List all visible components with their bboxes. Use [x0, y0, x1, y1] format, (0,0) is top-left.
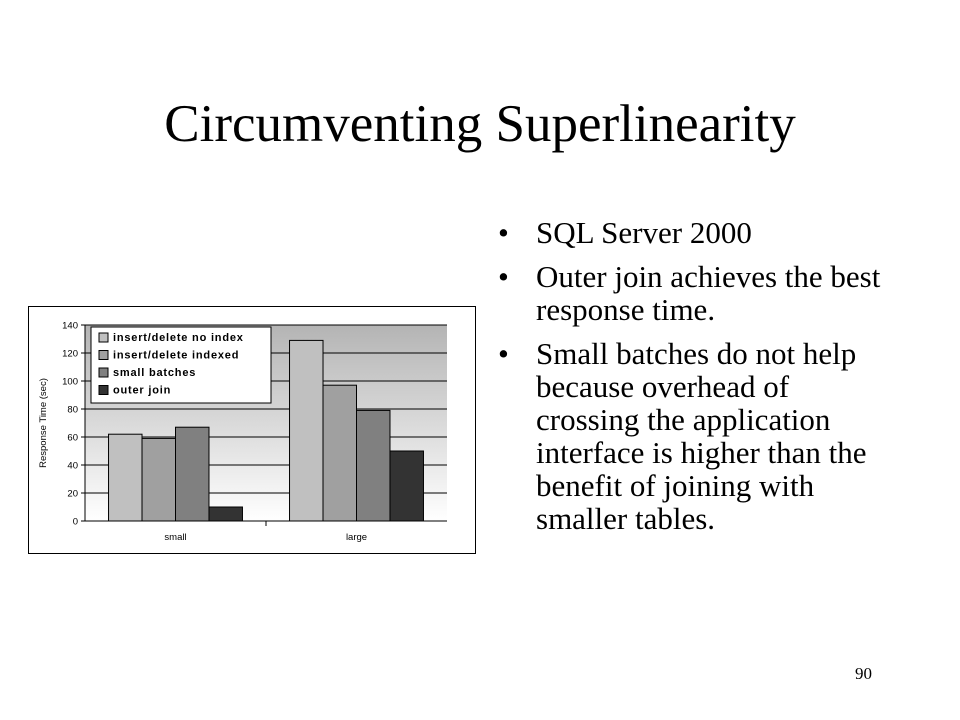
bar	[357, 410, 390, 521]
bullet-text: Small batches do not help because overhead of crossing the application interface is higher than the benefit of joining with smaller tables.	[536, 336, 867, 536]
page-number: 90	[855, 664, 872, 683]
bullet-symbol: •	[498, 215, 509, 250]
legend-label: outer join	[113, 384, 172, 397]
bar	[142, 438, 175, 521]
x-tick-label: large	[345, 532, 368, 543]
slide-title: Circumventing Superlinearity	[164, 95, 796, 153]
legend-label: insert/delete indexed	[113, 349, 240, 362]
bar	[290, 340, 323, 521]
bullet-symbol: •	[498, 259, 509, 294]
bar	[390, 451, 423, 521]
bar	[209, 507, 242, 521]
legend-swatch	[99, 368, 108, 377]
y-tick-label: 120	[62, 348, 78, 360]
bar	[109, 434, 142, 521]
y-tick-label: 20	[67, 488, 78, 500]
y-tick-label: 80	[67, 404, 78, 416]
y-tick-label: 140	[62, 320, 78, 332]
bullet-text: SQL Server 2000	[536, 215, 752, 250]
legend-label: small batches	[113, 367, 197, 379]
y-tick-label: 40	[67, 460, 78, 472]
legend-swatch	[99, 333, 108, 342]
y-tick-label: 0	[72, 516, 78, 528]
y-tick-label: 100	[62, 376, 78, 388]
chart-frame	[28, 306, 476, 554]
bullet-symbol: •	[498, 336, 509, 371]
x-tick-label: small	[164, 532, 187, 543]
y-axis-label: Response Time (sec)	[38, 378, 49, 468]
bullet-item	[498, 260, 898, 326]
legend-swatch	[99, 386, 108, 395]
bullet-list	[498, 216, 898, 546]
legend-label: insert/delete no index	[113, 332, 244, 344]
bar	[176, 427, 209, 521]
bar-chart	[29, 307, 475, 553]
y-tick-label: 60	[67, 432, 78, 444]
bar	[323, 385, 356, 521]
bullet-text: Outer join achieves the best response time.	[536, 259, 881, 327]
bullet-item	[498, 216, 898, 249]
bullet-item	[498, 337, 898, 535]
legend-swatch	[99, 351, 108, 360]
